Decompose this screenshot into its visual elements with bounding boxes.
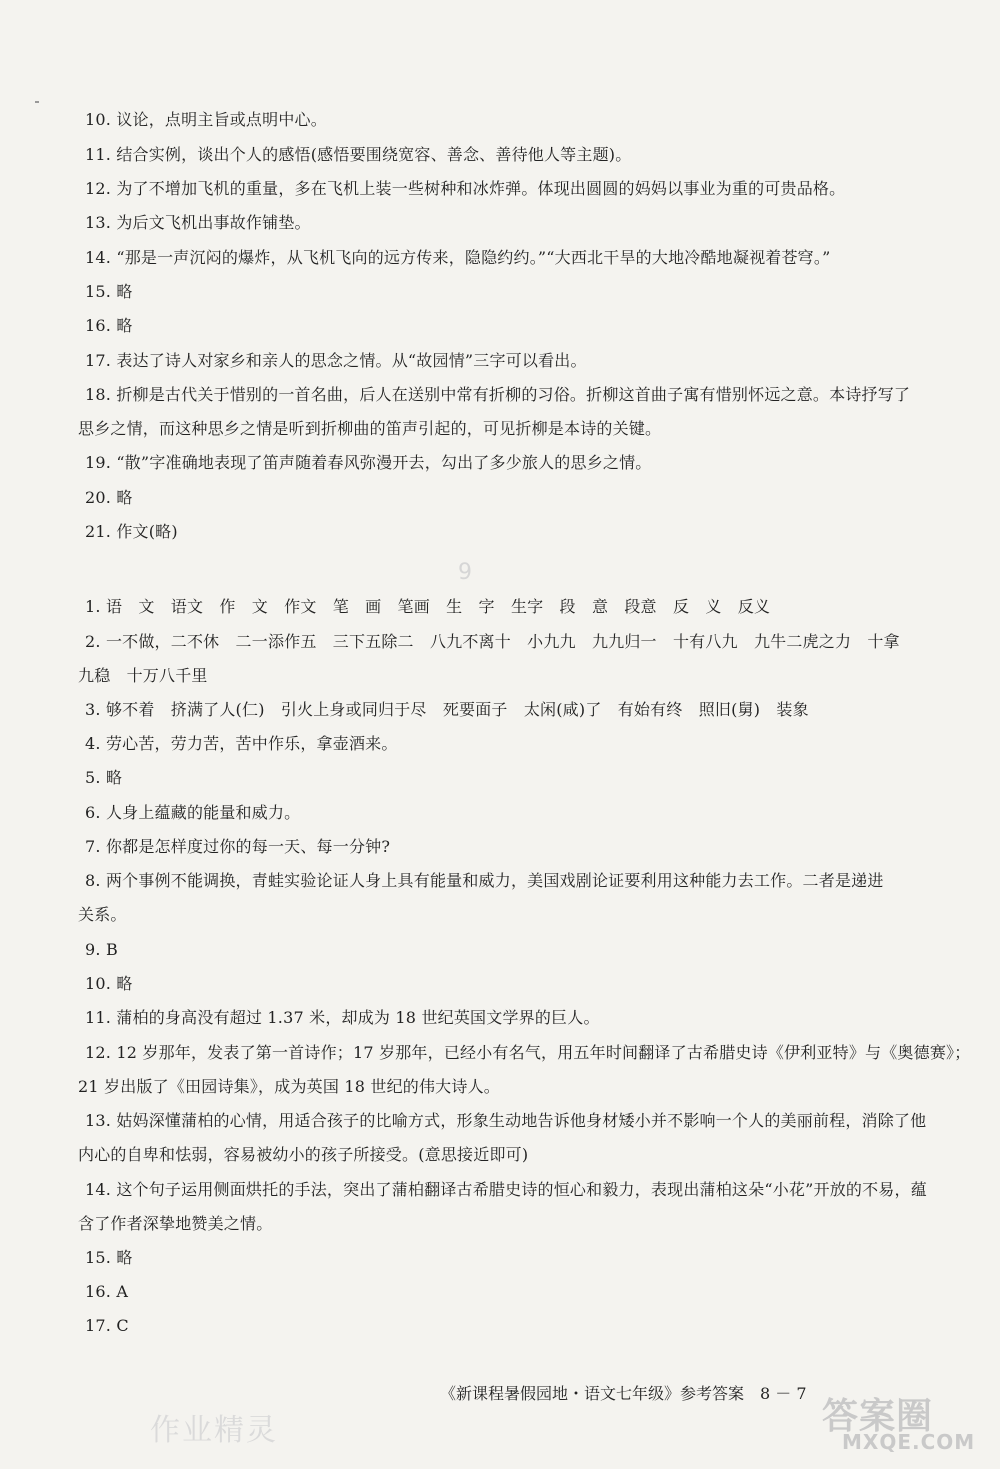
answer-line: 14. “那是一声沉闷的爆炸，从飞机飞向的远方传来，隐隐约约。”“大西北干旱的大地冷酷地凝视着苍穹。” <box>85 248 831 267</box>
logo-cn: 答案圈 <box>822 1396 934 1437</box>
answer-line: 18. 折柳是古代关于惜别的一首名曲，后人在送别中常有折柳的习俗。折柳这首曲子寓有惜别怀远之意。本诗抒写了 <box>85 385 911 404</box>
answer-line: 7. 你都是怎样度过你的每一天、每一分钟? <box>85 837 391 856</box>
answer-line: 20. 略 <box>85 488 133 507</box>
scan-mark <box>35 101 39 103</box>
logo-en: MXQE.COM <box>842 1430 976 1454</box>
answer-line: 21. 作文(略) <box>85 522 178 541</box>
answer-line: 3. 够不着 挤满了人(仁) 引火上身或同归于尽 死要面子 太闲(咸)了 有始有终 照旧(舅) 装象 <box>85 700 809 719</box>
answer-line: 19. “散”字准确地表现了笛声随着春风弥漫开去，勾出了多少旅人的思乡之情。 <box>85 453 652 472</box>
answer-line: 16. A <box>85 1282 129 1301</box>
answer-line: 12. 为了不增加飞机的重量，多在飞机上装一些树种和冰炸弹。体现出圆圆的妈妈以事业为重的可贵品格。 <box>85 179 846 198</box>
answer-line: 15. 略 <box>85 1248 133 1267</box>
answer-line: 九稳 十万八千里 <box>78 666 208 685</box>
answer-line: 8. 两个事例不能调换，青蛙实验论证人身上具有能量和威力，美国戏剧论证要利用这种能力去工作。二者是递进 <box>85 871 884 890</box>
answer-line: 14. 这个句子运用侧面烘托的手法，突出了蒲柏翻译古希腊史诗的恒心和毅力，表现出蒲柏这朵“小花”开放的不易，蕴 <box>85 1180 927 1199</box>
answer-line: 4. 劳心苦，劳力苦，苦中作乐，拿壶酒来。 <box>85 734 398 753</box>
answer-line: 1. 语 文 语文 作 文 作文 笔 画 笔画 生 字 生字 段 意 段意 反 义 反义 <box>85 597 771 616</box>
answer-line: 16. 略 <box>85 316 133 335</box>
answer-line: 思乡之情，而这种思乡之情是听到折柳曲的笛声引起的，可见折柳是本诗的关键。 <box>78 419 662 438</box>
answer-line: 13. 姑妈深懂蒲柏的心情，用适合孩子的比喻方式，形象生动地告诉他身材矮小并不影响一个人的美丽前程，消除了他 <box>85 1111 927 1130</box>
answer-line: 11. 蒲柏的身高没有超过 1.37 米，却成为 18 世纪英国文学界的巨人。 <box>85 1008 600 1027</box>
answer-line: 内心的自卑和怯弱，容易被幼小的孩子所接受。(意思接近即可) <box>78 1145 529 1164</box>
answer-line: 12. 12 岁那年，发表了第一首诗作；17 岁那年，已经小有名气，用五年时间翻译了古希腊史诗《伊利亚特》与《奥德赛》； <box>85 1043 971 1062</box>
answer-line: 10. 略 <box>85 974 133 993</box>
answer-line: 11. 结合实例，谈出个人的感悟(感悟要围绕宽容、善念、善待他人等主题)。 <box>85 145 632 164</box>
answer-line: 13. 为后文飞机出事故作铺垫。 <box>85 213 311 232</box>
answer-line: 10. 议论，点明主旨或点明中心。 <box>85 110 327 129</box>
answer-line: 关系。 <box>78 905 127 924</box>
answer-line: 含了作者深挚地赞美之情。 <box>78 1214 273 1233</box>
answer-line: 2. 一不做，二不休 二一添作五 三下五除二 八九不离十 小九九 九九归一 十有八九 九牛二虎之力 十拿 <box>85 632 900 651</box>
answer-line: 21 岁出版了《田园诗集》，成为英国 18 世纪的伟大诗人。 <box>78 1077 500 1096</box>
answer-line: 17. 表达了诗人对家乡和亲人的思念之情。从“故园情”三字可以看出。 <box>85 351 587 370</box>
answer-line: 9. B <box>85 940 118 959</box>
answer-line: 15. 略 <box>85 282 133 301</box>
answer-line: 6. 人身上蕴藏的能量和威力。 <box>85 803 301 822</box>
answer-line: 17. C <box>85 1316 129 1335</box>
page-footer: 《新课程暑假园地・语文七年级》参考答案 8 － 7 <box>440 1384 807 1403</box>
site-logo <box>822 1388 976 1454</box>
section-number: 9 <box>458 560 472 585</box>
answer-line: 5. 略 <box>85 768 123 787</box>
watermark-text: 作业精灵 <box>150 1413 278 1448</box>
